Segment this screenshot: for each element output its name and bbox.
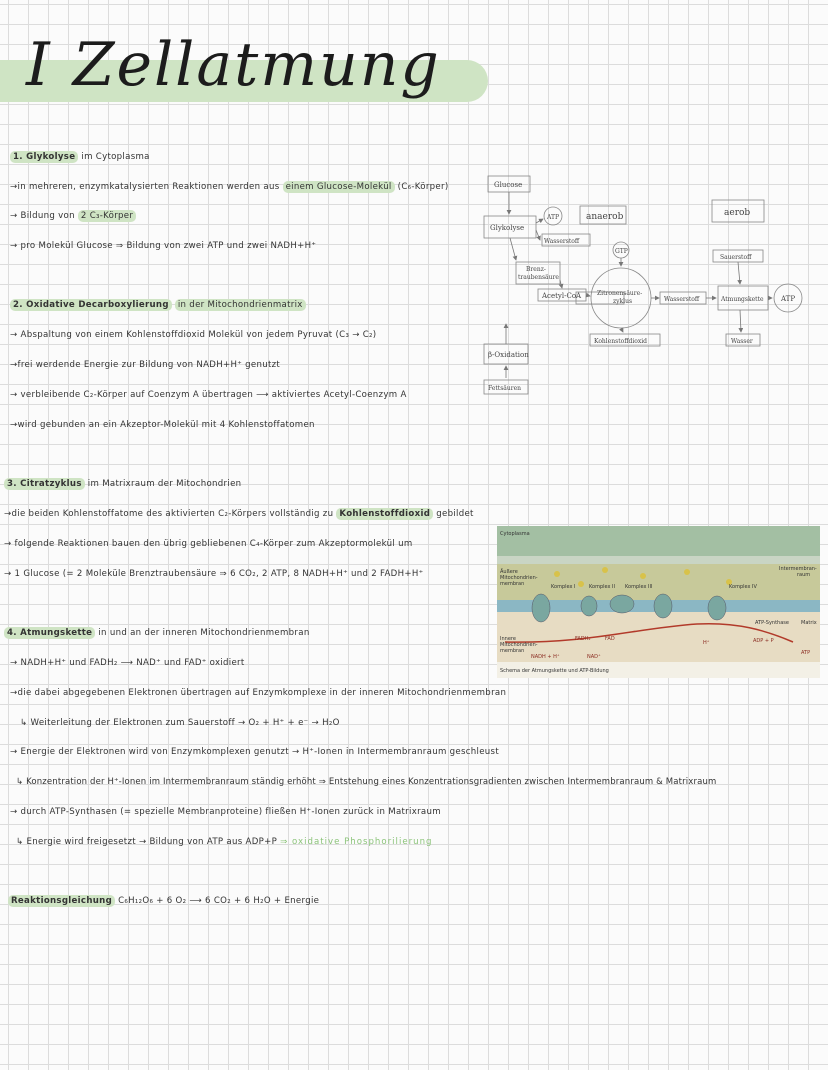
section-1-line-2 <box>10 211 136 221</box>
diagram-wasser: Wasser <box>731 338 753 345</box>
membrane-komplex-1: Komplex I <box>551 584 576 590</box>
diagram-glucose: Glucose <box>494 181 523 189</box>
membrane-cytoplasma: Cytoplasma <box>500 531 530 537</box>
membrane-caption: Schema der Atmungskette und ATP-Bildung <box>500 668 609 674</box>
membrane-atp: ATP <box>801 650 811 656</box>
membrane-aeussere-3: membran <box>500 581 525 587</box>
membrane-intermembran-1: Intermembran- <box>779 566 817 572</box>
text: ↳ Energie wird freigesetzt → Bildung von ATP aus ADP+P <box>16 837 278 847</box>
diagram-beta-oxidation: β-Oxidation <box>488 351 529 359</box>
membrane-nadh: NADH + H⁺ <box>531 654 560 660</box>
section-4-heading: 4. Atmungskette <box>4 627 95 639</box>
membrane-adp: ADP + P <box>753 638 774 644</box>
membrane-fadh: FADH₂ <box>575 636 591 642</box>
metabolism-diagram <box>480 168 820 408</box>
membrane-innere-2: Mitochondrien- <box>500 642 538 648</box>
section-4-line-3: ↳ Weiterleitung der Elektronen zum Sauerstoff → O₂ + H⁺ + e⁻ → H₂O <box>20 718 340 728</box>
page-title: I Zellatmung <box>26 30 441 100</box>
diagram-aerob: aerob <box>724 208 751 218</box>
membrane-innere-3: membran <box>500 648 525 654</box>
text: →die beiden Kohlenstoffatome des aktivierten C₂-Körpers vollständig zu <box>4 509 334 519</box>
highlight-text: einem Glucose-Molekül <box>283 181 395 193</box>
diagram-atmungskette: Atmungskette <box>721 296 764 303</box>
diagram-atp-2: ATP <box>781 295 796 303</box>
diagram-wasserstoff-2: Wasserstoff <box>664 296 700 303</box>
diagram-zitronen-1: Zitronensäure- <box>597 290 643 297</box>
diagram-gtp: GTP <box>615 248 628 255</box>
section-4-place: in und an der inneren Mitochondrienmembran <box>98 628 310 638</box>
membrane-komplex-4: Komplex IV <box>729 584 757 590</box>
diagram-acetyl-coa: Acetyl-CoA <box>542 292 582 300</box>
text: gebildet <box>436 509 474 519</box>
section-3-header <box>4 479 241 489</box>
text: → Bildung von <box>10 211 75 221</box>
section-4-line-2: →die dabei abgegebenen Elektronen übertragen auf Enzymkomplexe in der inneren Mitochondrienmembran <box>10 688 507 698</box>
green-text: ⇒ oxidative Phosphorilierung <box>280 837 433 847</box>
reaction-equation-formula: C₆H₁₂O₆ + 6 O₂ ⟶ 6 CO₂ + 6 H₂O + Energie <box>118 896 320 906</box>
text: →in mehreren, enzymkatalysierten Reaktionen werden aus <box>10 182 280 192</box>
section-4-header <box>4 628 310 638</box>
diagram-sauerstoff: Sauerstoff <box>720 254 752 261</box>
membrane-intermembran-2: raum <box>797 572 811 578</box>
membrane-fad: FAD <box>605 636 615 642</box>
section-1-heading: 1. Glykolyse <box>10 151 78 163</box>
section-2-header <box>10 300 306 310</box>
membrane-komplex-3: Komplex III <box>625 584 653 590</box>
diagram-zitronen-2: zyklus <box>613 298 633 305</box>
diagram-atp-1: ATP <box>547 214 560 221</box>
diagram-kohlenstoffdioxid: Kohlenstoffdioxid <box>594 338 648 345</box>
section-3-heading: 3. Citratzyklus <box>4 478 85 490</box>
highlight-text: Kohlenstoffdioxid <box>336 508 433 520</box>
section-1-place: im Cytoplasma <box>81 152 150 162</box>
section-4-line-6: → durch ATP-Synthasen (= spezielle Membranproteine) fließen H⁺-Ionen zurück in Matrixraum <box>10 807 441 817</box>
section-4-line-7 <box>16 837 433 847</box>
section-4-line-1: → NADH+H⁺ und FADH₂ ⟶ NAD⁺ und FAD⁺ oxidiert <box>10 658 245 668</box>
section-3-line-2: → folgende Reaktionen bauen den übrig gebliebenen C₄-Körper zum Akzeptormolekül um <box>4 539 413 549</box>
section-1-header <box>10 152 150 162</box>
membrane-aeussere-1: Äußere <box>500 569 518 575</box>
diagram-glykolyse: Glykolyse <box>490 224 525 232</box>
diagram-brenz-2: traubensäure <box>518 274 559 281</box>
section-1-line-3: → pro Molekül Glucose ⇒ Bildung von zwei ATP und zwei NADH+H⁺ <box>10 241 317 251</box>
section-2-place: in der Mitochondrienmatrix <box>175 299 306 311</box>
section-4-line-4: → Energie der Elektronen wird von Enzymkomplexen genutzt → H⁺-Ionen in Intermembranraum geschleust <box>10 747 500 757</box>
section-3-place: im Matrixraum der Mitochondrien <box>87 479 242 489</box>
membrane-aeussere-2: Mitochondrien- <box>500 575 538 581</box>
respiratory-chain-image <box>497 526 820 678</box>
diagram-fettsaeuren: Fettsäuren <box>488 385 522 392</box>
membrane-nad: NAD⁺ <box>587 654 601 660</box>
section-1-line-1 <box>10 182 449 192</box>
section-2-line-4: →wird gebunden an ein Akzeptor-Molekül mit 4 Kohlenstoffatomen <box>10 420 315 430</box>
diagram-wasserstoff-1: Wasserstoff <box>544 238 580 245</box>
reaction-equation-label: Reaktionsgleichung <box>8 895 115 907</box>
section-2-line-3: → verbleibende C₂-Körper auf Coenzym A übertragen ⟶ aktiviertes Acetyl-Coenzym A <box>10 390 407 400</box>
membrane-h: H⁺ <box>703 640 710 646</box>
section-3-line-3: → 1 Glucose (= 2 Moleküle Brenztraubensäure ⇒ 6 CO₂, 2 ATP, 8 NADH+H⁺ und 2 FADH+H⁺ <box>4 569 424 579</box>
membrane-matrix: Matrix <box>801 620 817 626</box>
section-3-line-1 <box>4 509 474 519</box>
section-4-line-5: ↳ Konzentration der H⁺-Ionen im Intermembranraum ständig erhöht ⇒ Entstehung eines Konzentrationsgradienten zwischen Intermembranraum & Matrixraum <box>16 777 717 787</box>
membrane-atp-synthase: ATP-Synthase <box>755 620 789 626</box>
section-2-line-1: → Abspaltung von einem Kohlenstoffdioxid Molekül von jedem Pyruvat (C₃ → C₂) <box>10 330 377 340</box>
membrane-innere-1: Innere <box>500 636 516 642</box>
highlight-text: 2 C₃-Körper <box>78 210 136 222</box>
section-2-heading: 2. Oxidative Decarboxylierung <box>10 299 172 311</box>
text: (C₆-Körper) <box>397 182 449 192</box>
diagram-anaerob: anaerob <box>586 212 624 222</box>
membrane-komplex-2: Komplex II <box>589 584 616 590</box>
reaction-equation <box>8 896 319 906</box>
diagram-brenz-1: Brenz- <box>526 266 546 273</box>
section-2-line-2: →frei werdende Energie zur Bildung von NADH+H⁺ genutzt <box>10 360 281 370</box>
